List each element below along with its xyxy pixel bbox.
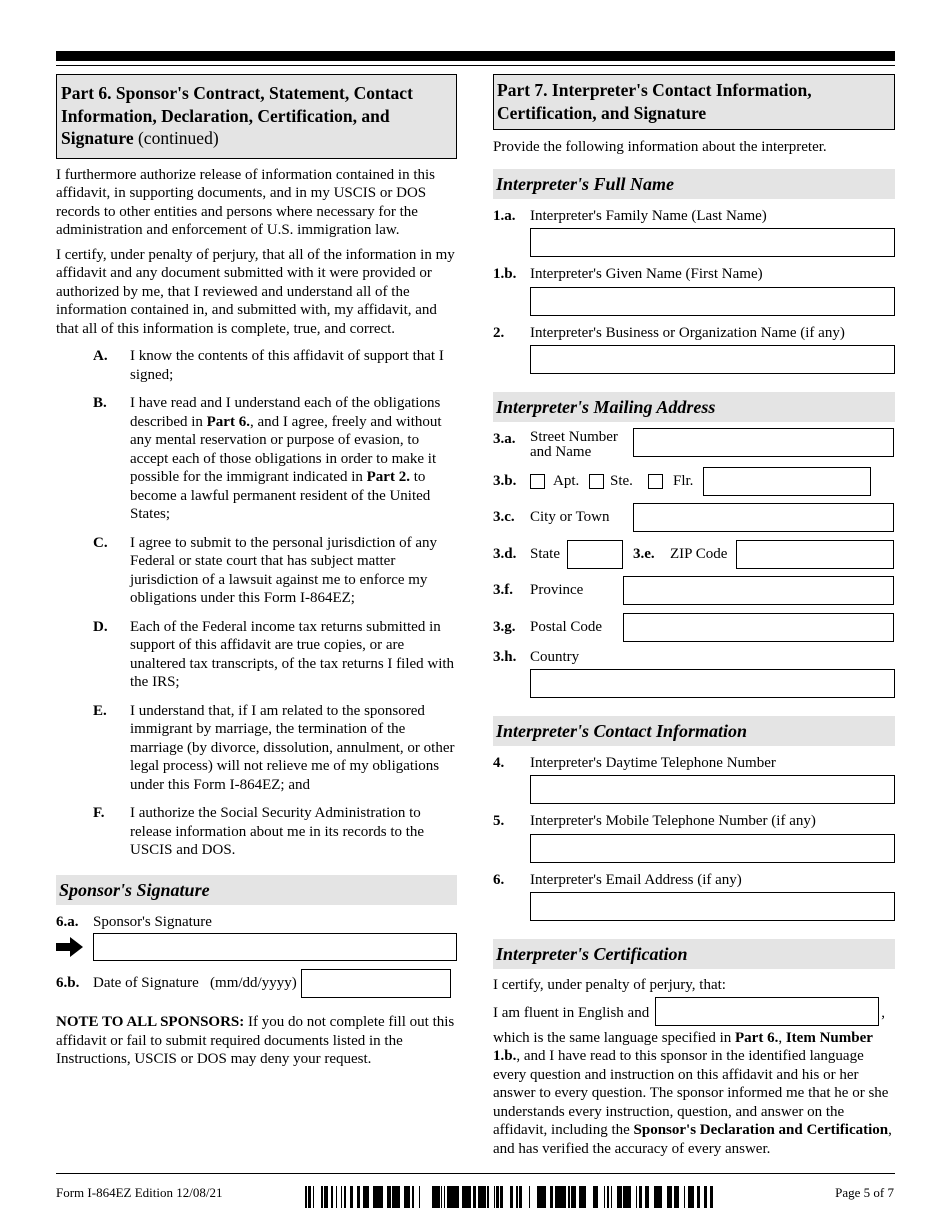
barcode-bar (595, 1186, 598, 1208)
part6-column (56, 74, 457, 1069)
barcode-bar (432, 1186, 433, 1208)
part7-column (493, 74, 895, 1158)
barcode-bar (363, 1186, 365, 1208)
note-text: If you do not complete fill out this affidavit or fail to submit required documents listed in the Instructions, USCIS or DOS may deny your request. (56, 1014, 455, 1067)
daytime-phone-row (493, 754, 895, 773)
province-input[interactable] (623, 576, 894, 605)
barcode-bar (678, 1186, 679, 1208)
item-text (130, 394, 457, 524)
barcode-bar (657, 1186, 660, 1208)
barcode-bar (584, 1186, 586, 1208)
certification-text (493, 1029, 895, 1159)
note-label: NOTE TO ALL SPONSORS: (56, 1014, 245, 1030)
flr-label: Flr. (673, 473, 694, 490)
state-zip-row (493, 540, 895, 569)
family-name-label: Interpreter's Family Name (Last Name) (530, 207, 767, 224)
barcode (305, 1186, 713, 1208)
barcode-bar (500, 1186, 501, 1208)
barcode-bar (377, 1186, 380, 1208)
zip-label: ZIP Code (670, 546, 728, 563)
certify-line: I certify, under penalty of perjury, that: (493, 977, 726, 993)
item-number: 3.d. (493, 546, 517, 563)
country-row (493, 648, 895, 667)
barcode-bar (688, 1186, 689, 1208)
barcode-bar (313, 1186, 314, 1208)
date-of-signature-row (56, 969, 457, 998)
item-number: 6.b. (56, 975, 80, 992)
cert-text-part: , (778, 1029, 786, 1046)
barcode-bar (671, 1186, 672, 1208)
barcode-bar (520, 1186, 522, 1208)
barcode-bar (452, 1186, 454, 1208)
business-name-input[interactable] (530, 345, 895, 374)
given-name-input[interactable] (530, 287, 895, 316)
barcode-bar (481, 1186, 483, 1208)
barcode-bar (387, 1186, 390, 1208)
arrow-right-icon (56, 937, 84, 957)
ste-label: Ste. (610, 473, 633, 490)
street-input[interactable] (633, 428, 894, 457)
province-label: Province (530, 582, 584, 599)
postal-code-input[interactable] (623, 613, 894, 642)
barcode-bar (537, 1186, 540, 1208)
street-label: Street Number and Name (530, 429, 618, 460)
barcode-bar (457, 1186, 459, 1208)
email-label: Interpreter's Email Address (if any) (530, 871, 742, 888)
page-number: Page 5 of 7 (835, 1185, 894, 1200)
barcode-bar (655, 1186, 657, 1208)
barcode-bar (324, 1186, 327, 1208)
barcode-bar (540, 1186, 541, 1208)
item-letter: A. (93, 348, 108, 364)
barcode-bar (483, 1186, 486, 1208)
barcode-bar (308, 1186, 310, 1208)
barcode-bar (447, 1186, 449, 1208)
item-letter: D. (93, 618, 108, 635)
barcode-bar (555, 1186, 558, 1208)
barcode-bar (397, 1186, 399, 1208)
barcode-bar (529, 1186, 530, 1208)
item-number: 6.a. (56, 913, 79, 930)
barcode-bar (571, 1186, 574, 1208)
barcode-bar (501, 1186, 502, 1208)
part7-intro: Provide the following information about the interpreter. (493, 139, 827, 155)
cert-text-part: , and I have read to this sponsor in the identified language every question and instruction on this affidavit and his or her answer to every question. The sponsor informed me that he or she understands every instruction, question, and answer on the affidavit, including the (493, 1048, 889, 1138)
family-name-input[interactable] (530, 228, 895, 257)
declaration-ref: Sponsor's Declaration and Certification (633, 1122, 889, 1138)
city-row (493, 503, 895, 532)
mobile-phone-row (493, 812, 895, 831)
item-number: 3.c. (493, 509, 515, 526)
item-text: I understand that, if I am related to the sponsored immigrant by marriage, the termination of the marriage (by divorce, dissolution, annulment, or other legal process) will not relieve me of my obligations under this Form I-864EZ; and (130, 702, 455, 793)
part6-title: Part 6. Sponsor's Contract, Statement, Contact Information, Declaration, Certification, and Signature (61, 83, 413, 148)
barcode-bar (636, 1186, 637, 1208)
part2-ref: Part 2. (366, 469, 410, 485)
item-text-part: , and I agree, freely and without any mental reservation or purpose of evasion, to accept each of those obligations in order to make it possible for the immigrant indicated in (130, 413, 442, 485)
barcode-bar (374, 1186, 377, 1208)
street-row (493, 428, 895, 460)
certification-heading: Interpreter's Certification (493, 939, 895, 969)
item-number-ref: Item Number 1.b. (493, 1029, 873, 1064)
barcode-bar (345, 1186, 346, 1208)
barcode-bar (541, 1186, 544, 1208)
mailing-address-heading: Interpreter's Mailing Address (493, 392, 895, 422)
contact-info-heading: Interpreter's Contact Information (493, 716, 895, 746)
state-label: State (530, 546, 560, 563)
barcode-bar (669, 1186, 671, 1208)
date-of-signature-label: Date of Signature (mm/dd/yyyy) (93, 975, 297, 992)
barcode-bar (419, 1186, 420, 1208)
postal-code-row (493, 613, 895, 642)
barcode-bar (305, 1186, 307, 1208)
barcode-bar (380, 1186, 383, 1208)
country-input[interactable] (530, 669, 895, 698)
sponsor-signature-field-row (56, 933, 457, 961)
barcode-bar (367, 1186, 369, 1208)
barcode-bar (336, 1186, 337, 1208)
barcode-bar (692, 1186, 694, 1208)
item-number: 4. (493, 754, 505, 771)
barcode-bar (561, 1186, 562, 1208)
barcode-bar (331, 1186, 333, 1208)
list-item (56, 394, 457, 524)
certify-paragraph: I certify, under penalty of perjury, that all of the information in my affidavit and any document submitted with it were provided or authorized by me, that I reviewed and understand all of the information contained in, and submitted with, my affidavit, and that all of this information is complete, true, and correct. (56, 246, 455, 337)
barcode-bar (365, 1186, 367, 1208)
note-to-sponsors (56, 1013, 457, 1069)
comma: , (881, 1005, 885, 1021)
item-number: 1.b. (493, 266, 517, 282)
family-name-row (493, 207, 895, 226)
item-text-part: I have read and I understand each of the obligations described in (130, 395, 441, 430)
country-label: Country (530, 649, 580, 665)
barcode-bar (654, 1186, 655, 1208)
barcode-bar (441, 1186, 442, 1208)
barcode-bar (639, 1186, 642, 1208)
barcode-bar (407, 1186, 409, 1208)
apt-label: Apt. (553, 473, 580, 490)
item-number: 2. (493, 324, 505, 341)
list-item (56, 804, 457, 860)
barcode-bar (519, 1186, 520, 1208)
barcode-bar (487, 1186, 489, 1208)
barcode-bar (550, 1186, 551, 1208)
part6-ref: Part 6. (206, 413, 250, 430)
barcode-bar (647, 1186, 649, 1208)
list-item (56, 347, 457, 384)
item-letter: E. (93, 702, 107, 719)
barcode-bar (607, 1186, 609, 1208)
barcode-bar (433, 1186, 435, 1208)
barcode-bar (502, 1186, 503, 1208)
barcode-bar (611, 1186, 612, 1208)
item-text: I authorize the Social Security Administration to release information about me in its records to the USCIS and DOS. (130, 805, 425, 858)
barcode-bar (357, 1186, 360, 1208)
barcode-bar (689, 1186, 691, 1208)
language-input[interactable] (655, 997, 879, 1026)
barcode-bar (544, 1186, 546, 1208)
mobile-phone-input[interactable] (530, 834, 895, 863)
barcode-bar (563, 1186, 566, 1208)
barcode-bar (469, 1186, 471, 1208)
barcode-bar (623, 1186, 626, 1208)
barcode-bar (516, 1186, 518, 1208)
sponsor-signature-label: Sponsor's Signature (93, 913, 212, 930)
item-text: I agree to submit to the personal jurisdiction of any Federal or state court that has subject matter jurisdiction of a lawsuit against me to enforce my obligations under this Form I-864EZ; (130, 534, 438, 606)
barcode-bar (350, 1186, 353, 1208)
item-letter: F. (93, 805, 105, 821)
barcode-bar (409, 1186, 410, 1208)
barcode-bar (310, 1186, 311, 1208)
barcode-bar (496, 1186, 499, 1208)
barcode-bar (344, 1186, 345, 1208)
barcode-bar (494, 1186, 495, 1208)
barcode-bar (581, 1186, 584, 1208)
list-item (56, 702, 457, 795)
barcode-bar (435, 1186, 437, 1208)
barcode-bar (454, 1186, 457, 1208)
barcode-bar (437, 1186, 440, 1208)
given-name-row (493, 265, 895, 284)
given-name-label: Interpreter's Given Name (First Name) (530, 266, 763, 282)
part6-title-continued: (continued) (133, 128, 219, 148)
barcode-bar (373, 1186, 374, 1208)
barcode-bar (593, 1186, 595, 1208)
business-name-label: Interpreter's Business or Organization Name (if any) (530, 324, 845, 341)
barcode-bar (558, 1186, 561, 1208)
barcode-bar (629, 1186, 631, 1208)
item-number: 5. (493, 813, 505, 829)
list-item (56, 618, 457, 692)
sponsor-signature-heading: Sponsor's Signature (56, 875, 457, 905)
barcode-bar (390, 1186, 391, 1208)
item-number: 3.b. (493, 473, 517, 490)
barcode-bar (404, 1186, 407, 1208)
barcode-bar (473, 1186, 476, 1208)
part7-header (493, 74, 895, 130)
top-rule-thin (56, 65, 895, 66)
full-name-heading: Interpreter's Full Name (493, 169, 895, 199)
barcode-bar (619, 1186, 622, 1208)
barcode-bar (321, 1186, 323, 1208)
barcode-bar (444, 1186, 445, 1208)
item-text-part: to become a lawful permanent resident of the United States; (130, 469, 431, 522)
province-row (493, 576, 895, 605)
daytime-phone-input[interactable] (530, 775, 895, 804)
postal-code-label: Postal Code (530, 619, 603, 636)
barcode-bar (684, 1186, 685, 1208)
barcode-bar (341, 1186, 342, 1208)
item-text: Each of the Federal income tax returns submitted in support of this affidavit are true copies, or are unaltered tax transcripts, of the tax returns I filed with the IRS; (130, 618, 455, 690)
mobile-phone-label: Interpreter's Mobile Telephone Number (if any) (530, 813, 816, 829)
barcode-bar (574, 1186, 576, 1208)
city-input[interactable] (633, 503, 894, 532)
barcode-bar (394, 1186, 395, 1208)
barcode-bar (568, 1186, 570, 1208)
unit-row (493, 467, 895, 496)
cert-text-part: which is the same language specified in (493, 1029, 736, 1046)
authorize-paragraph: I furthermore authorize release of information contained in this affidavit, in supporting documents, and in my USCIS or DOS records to other entities and persons where necessary for the administration and enforcement of U.S. immigration law. (56, 166, 436, 238)
barcode-bar (449, 1186, 451, 1208)
barcode-bar (667, 1186, 669, 1208)
state-input[interactable] (567, 540, 623, 569)
item-number: 3.h. (493, 649, 517, 665)
item-number: 3.a. (493, 431, 516, 447)
item-letter: C. (93, 534, 108, 551)
item-number: 3.e. (633, 546, 655, 563)
apt-checkbox[interactable] (530, 474, 545, 489)
barcode-bar (604, 1186, 605, 1208)
sponsor-signature-field[interactable] (93, 933, 457, 961)
item-number: 3.g. (493, 619, 516, 636)
daytime-phone-label: Interpreter's Daytime Telephone Number (530, 754, 776, 771)
barcode-bar (392, 1186, 394, 1208)
list-item (56, 534, 457, 608)
email-input[interactable] (530, 892, 895, 921)
ste-checkbox[interactable] (589, 474, 604, 489)
barcode-bar (691, 1186, 692, 1208)
fluent-label: I am fluent in English and (493, 1005, 650, 1021)
flr-checkbox[interactable] (648, 474, 663, 489)
form-edition: Form I-864EZ Edition 12/08/21 (56, 1185, 223, 1200)
barcode-bar (510, 1186, 513, 1208)
barcode-bar (712, 1186, 713, 1208)
barcode-bar (674, 1186, 677, 1208)
date-of-signature-input[interactable] (301, 969, 451, 998)
barcode-bar (464, 1186, 467, 1208)
item-letter: B. (93, 395, 107, 411)
fluent-row (493, 997, 895, 1026)
barcode-bar (660, 1186, 662, 1208)
barcode-bar (626, 1186, 629, 1208)
barcode-bar (327, 1186, 328, 1208)
email-row (493, 871, 895, 890)
top-rule-thick (56, 51, 895, 61)
barcode-bar (462, 1186, 464, 1208)
barcode-bar (551, 1186, 553, 1208)
barcode-bar (617, 1186, 619, 1208)
part7-title: Part 7. Interpreter's Contact Information, Certification, and Signature (497, 80, 812, 123)
obligations-list (56, 347, 457, 860)
cert-text-part: , and has verified the accuracy of every answer. (493, 1122, 892, 1157)
city-label: City or Town (530, 509, 610, 526)
barcode-bar (562, 1186, 563, 1208)
barcode-bar (399, 1186, 400, 1208)
item-number: 6. (493, 871, 505, 888)
barcode-bar (710, 1186, 712, 1208)
barcode-bar (579, 1186, 581, 1208)
barcode-bar (645, 1186, 647, 1208)
unit-number-input[interactable] (703, 467, 871, 496)
barcode-bar (478, 1186, 481, 1208)
business-name-row (493, 324, 895, 343)
zip-input[interactable] (736, 540, 894, 569)
footer-rule (56, 1173, 895, 1174)
item-number: 1.a. (493, 207, 516, 224)
barcode-bar (451, 1186, 452, 1208)
item-text: I know the contents of this affidavit of support that I signed; (130, 348, 444, 383)
sponsor-signature-row (56, 913, 457, 932)
barcode-bar (704, 1186, 707, 1208)
item-number: 3.f. (493, 582, 513, 599)
barcode-bar (677, 1186, 678, 1208)
barcode-bar (697, 1186, 700, 1208)
part6-header (56, 74, 457, 159)
barcode-bar (412, 1186, 414, 1208)
barcode-bar (467, 1186, 469, 1208)
barcode-bar (395, 1186, 397, 1208)
part6-ref: Part 6. (735, 1029, 779, 1046)
